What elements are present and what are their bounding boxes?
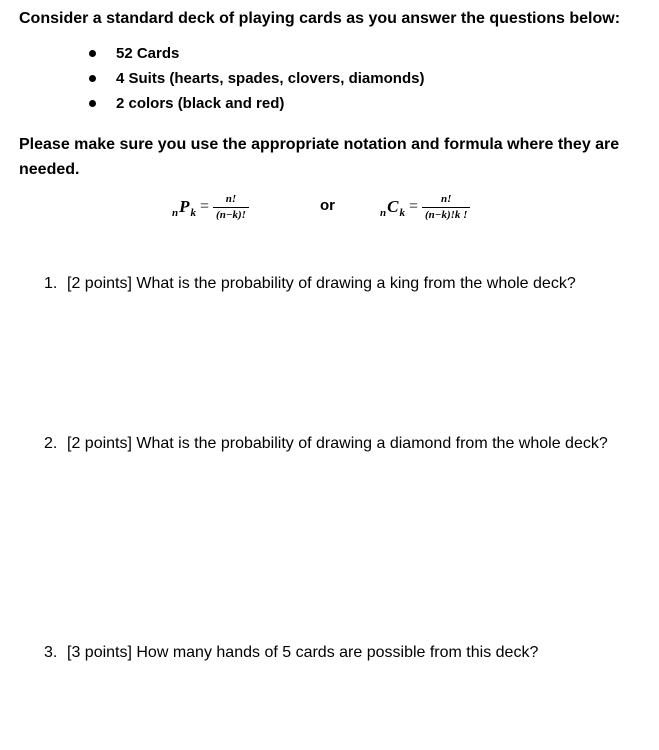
formula-row (0, 188, 659, 228)
intro-heading: Consider a standard deck of playing cards as you answer the questions below: (19, 10, 621, 27)
deck-fact-text: 52 Cards (116, 45, 180, 62)
permutation-equals: = (200, 198, 210, 215)
combination-denominator: (n−k)!k ! (425, 208, 468, 221)
combination-n-subscript: n (380, 207, 387, 219)
permutation-symbol: P (179, 197, 190, 216)
permutation-formula (172, 188, 249, 226)
bullet-dot-icon (89, 75, 96, 82)
combination-lhs (380, 197, 405, 217)
deck-fact-text: 4 Suits (hearts, spades, clovers, diamonds) (116, 70, 425, 87)
permutation-fraction (213, 193, 249, 222)
deck-fact-item (0, 94, 424, 119)
question-text: [2 points] What is the probability of drawing a king from the whole deck? (67, 275, 576, 292)
deck-facts-list (0, 44, 424, 119)
question-text: [3 points] How many hands of 5 cards are possible from this deck? (67, 644, 539, 661)
permutation-denominator: (n−k)! (216, 208, 246, 221)
permutation-k-subscript: k (190, 207, 197, 219)
question-number: 3. (44, 644, 58, 661)
combination-symbol: C (387, 197, 399, 216)
bullet-dot-icon (89, 100, 96, 107)
or-separator: or (320, 197, 335, 214)
combination-k-subscript: k (399, 207, 405, 219)
bullet-dot-icon (89, 50, 96, 57)
deck-fact-text: 2 colors (black and red) (116, 95, 285, 112)
permutation-numerator: n! (225, 192, 237, 205)
question-text: [2 points] What is the probability of drawing a diamond from the whole deck? (67, 435, 608, 452)
combination-fraction (422, 193, 470, 222)
combination-equals: = (408, 198, 418, 215)
deck-fact-item (0, 69, 424, 94)
permutation-n-subscript: n (172, 207, 179, 219)
combination-numerator: n! (441, 192, 452, 205)
permutation-lhs (172, 197, 196, 217)
deck-fact-item (0, 44, 424, 69)
combination-formula (380, 188, 470, 226)
question-number: 1. (44, 275, 58, 292)
notation-instruction: Please make sure you use the appropriate notation and formula where they are needed. (19, 136, 620, 178)
question-number: 2. (44, 435, 58, 452)
